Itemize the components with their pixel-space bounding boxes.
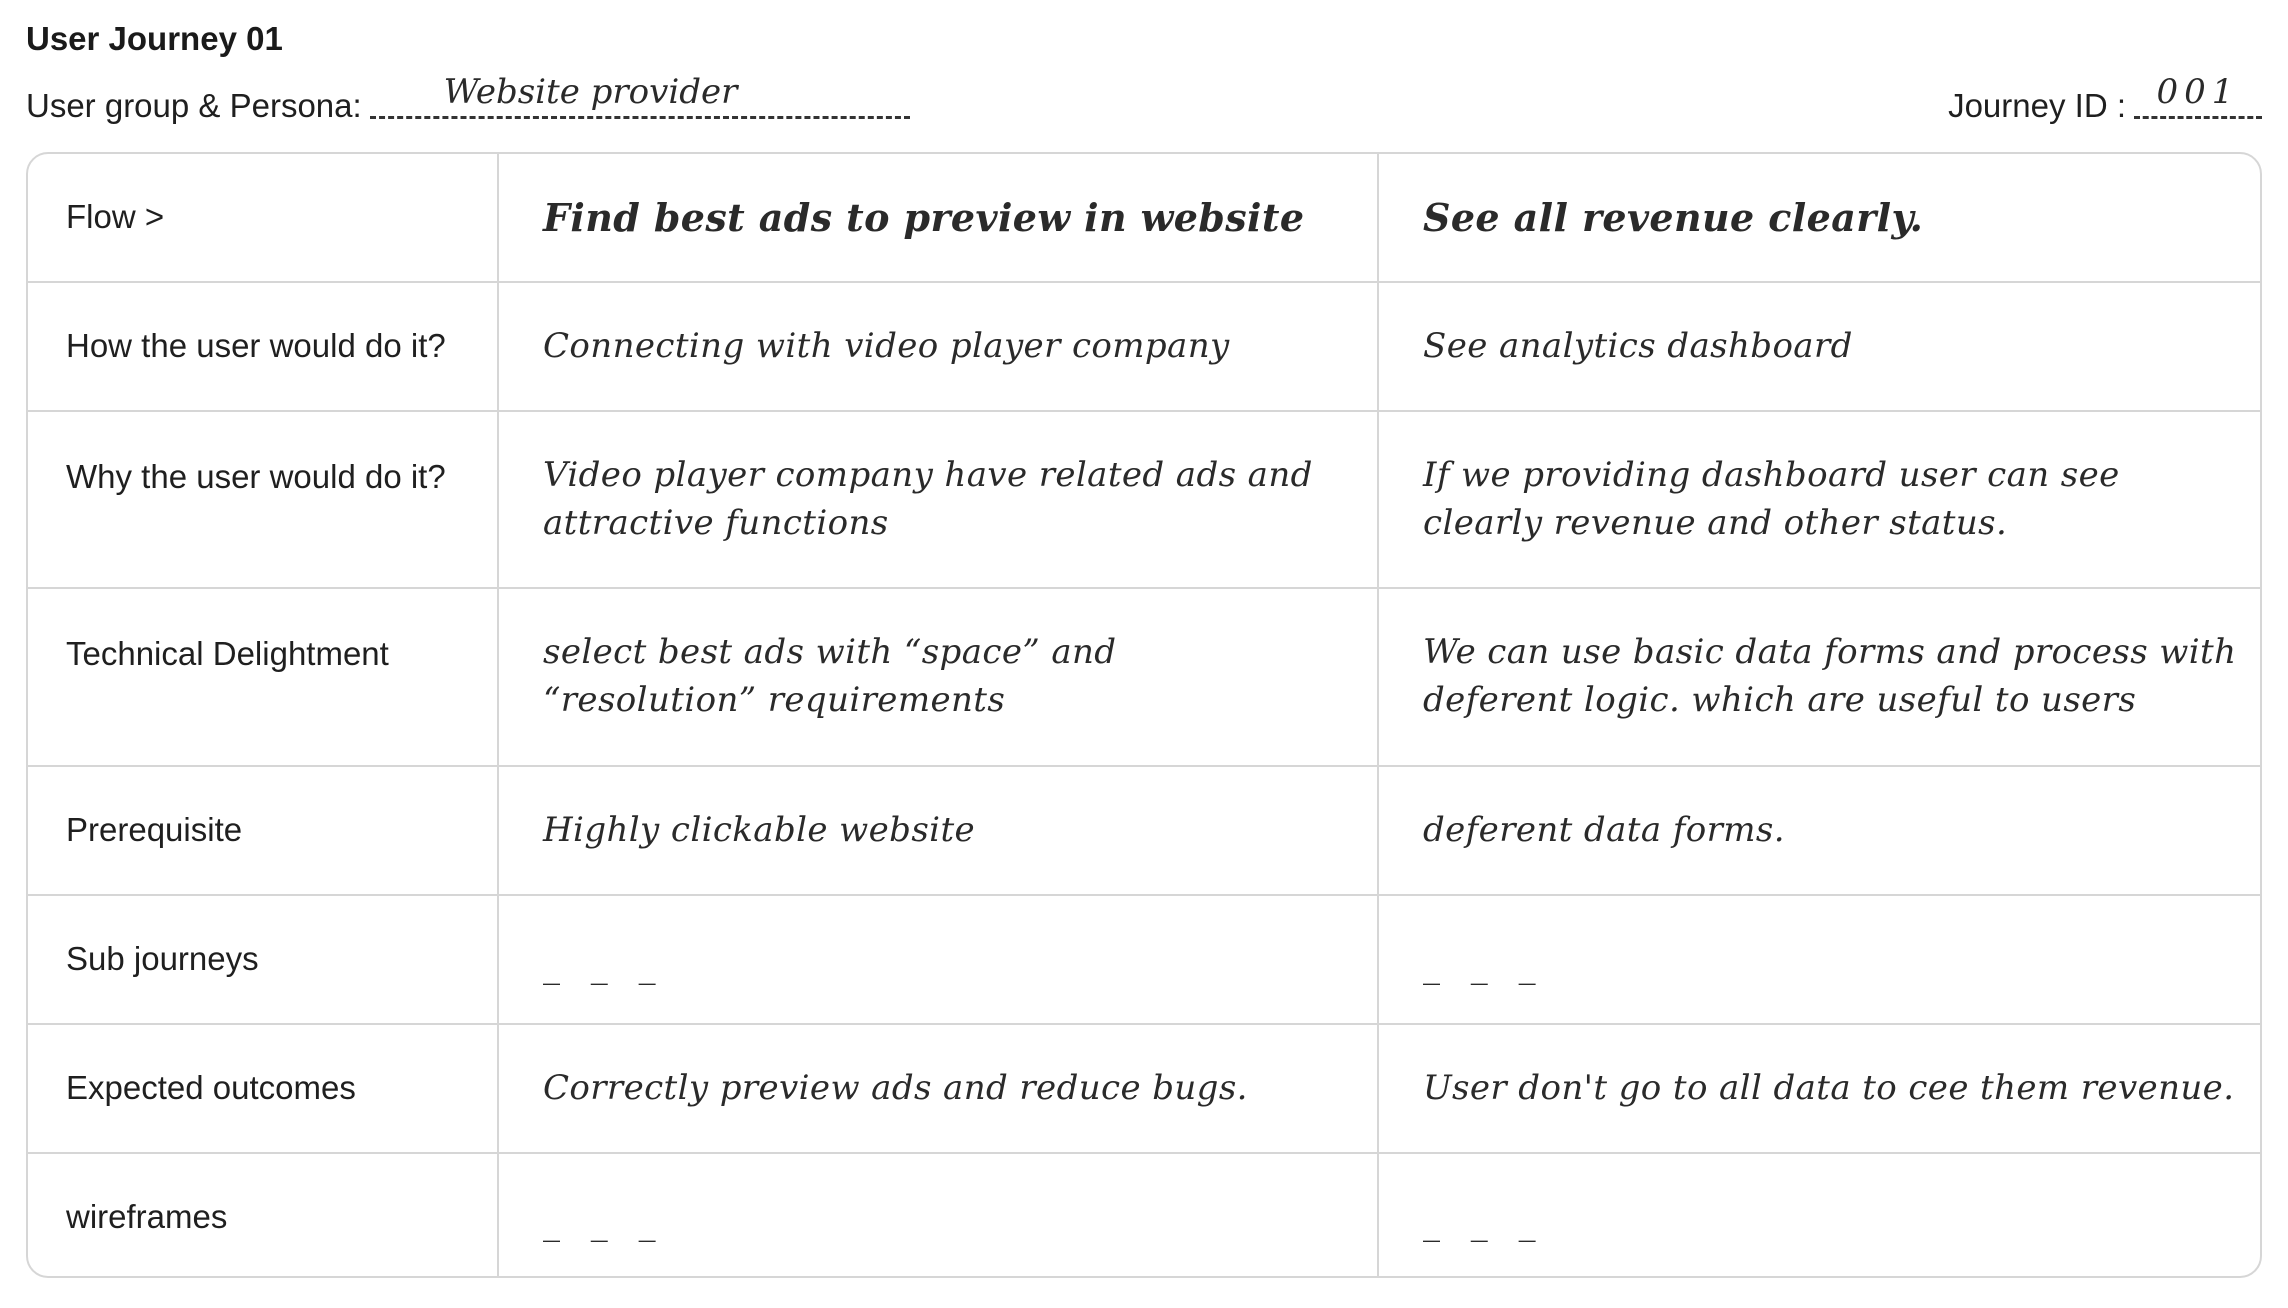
cell-text: _ _ _ (543, 945, 666, 986)
table-row-sub-journeys (28, 895, 2260, 1024)
journey-id-label: Journey ID : (1948, 87, 2126, 124)
table-row-how (28, 282, 2260, 411)
flow-step-2: See all revenue clearly. (1423, 194, 1924, 240)
persona-value: Website provider (443, 72, 738, 112)
cell-text: If we providing dashboard user can see clearly revenue and other status. (1423, 454, 2120, 543)
table-row-prerequisite (28, 766, 2260, 895)
cell-text: We can use basic data forms and process with deferent logic. which are useful to users (1423, 632, 2237, 720)
row-label-cell (28, 282, 498, 411)
table-row-technical (28, 588, 2260, 766)
row-label-cell (28, 588, 498, 766)
row-label-cell (28, 766, 498, 895)
table-cell[interactable] (498, 1153, 1378, 1278)
table-row-why (28, 411, 2260, 588)
persona-field (26, 72, 910, 128)
journey-id-field (1948, 72, 2262, 128)
row-label: Prerequisite (66, 811, 243, 849)
table-cell[interactable] (498, 411, 1378, 588)
cell-text: Correctly preview ads and reduce bugs. (543, 1067, 1248, 1108)
table-cell[interactable] (1378, 1024, 2260, 1153)
cell-text: Connecting with video player company (543, 325, 1230, 366)
row-label: wireframes (66, 1197, 228, 1235)
table-cell[interactable] (1378, 588, 2260, 766)
row-label-cell (28, 1024, 498, 1153)
flow-step-2-cell[interactable] (1378, 154, 2260, 282)
cell-text: Video player company have related ads and attractive functions (543, 454, 1313, 543)
flow-step-1-cell[interactable] (498, 154, 1378, 282)
row-label-cell (28, 895, 498, 1024)
table-cell[interactable] (498, 588, 1378, 766)
row-label: Sub journeys (66, 940, 259, 978)
table-cell[interactable] (1378, 282, 2260, 411)
cell-text: User don't go to all data to cee them revenue. (1423, 1067, 2235, 1108)
table-cell[interactable] (1378, 766, 2260, 895)
table-row-outcomes (28, 1024, 2260, 1153)
row-label: Flow > (66, 198, 165, 236)
table-row-wireframes (28, 1153, 2260, 1278)
table-cell[interactable] (498, 895, 1378, 1024)
row-label: Technical Delightment (66, 635, 389, 672)
row-label-cell (28, 1153, 498, 1278)
journey-meta (26, 64, 2262, 128)
table-cell[interactable] (1378, 1153, 2260, 1278)
cell-text: select best ads with “space” and “resolution” requirements (543, 632, 1117, 720)
persona-fill-line[interactable] (370, 72, 910, 119)
row-label: How the user would do it? (66, 327, 446, 365)
cell-text: _ _ _ (1423, 1203, 1546, 1244)
table-cell[interactable] (1378, 895, 2260, 1024)
page-title: User Journey 01 (26, 20, 283, 57)
journey-table (26, 152, 2262, 1278)
table-cell[interactable] (498, 282, 1378, 411)
table-cell[interactable] (498, 766, 1378, 895)
row-label-cell (28, 411, 498, 588)
cell-text: _ _ _ (1423, 945, 1546, 986)
table-cell[interactable] (498, 1024, 1378, 1153)
flow-step-1: Find best ads to preview in website (543, 194, 1305, 240)
journey-id-value: 001 (2156, 72, 2240, 112)
cell-text: Highly clickable website (543, 809, 976, 850)
journey-id-fill-line[interactable] (2134, 72, 2262, 119)
cell-text: _ _ _ (543, 1203, 666, 1244)
row-label-cell (28, 154, 498, 282)
cell-text: deferent data forms. (1423, 809, 1785, 850)
table-row-flow (28, 154, 2260, 282)
cell-text: See analytics dashboard (1423, 325, 1853, 366)
row-label: Expected outcomes (66, 1069, 356, 1107)
persona-label: User group & Persona: (26, 87, 362, 124)
row-label: Why the user would do it? (66, 457, 446, 495)
table-cell[interactable] (1378, 411, 2260, 588)
